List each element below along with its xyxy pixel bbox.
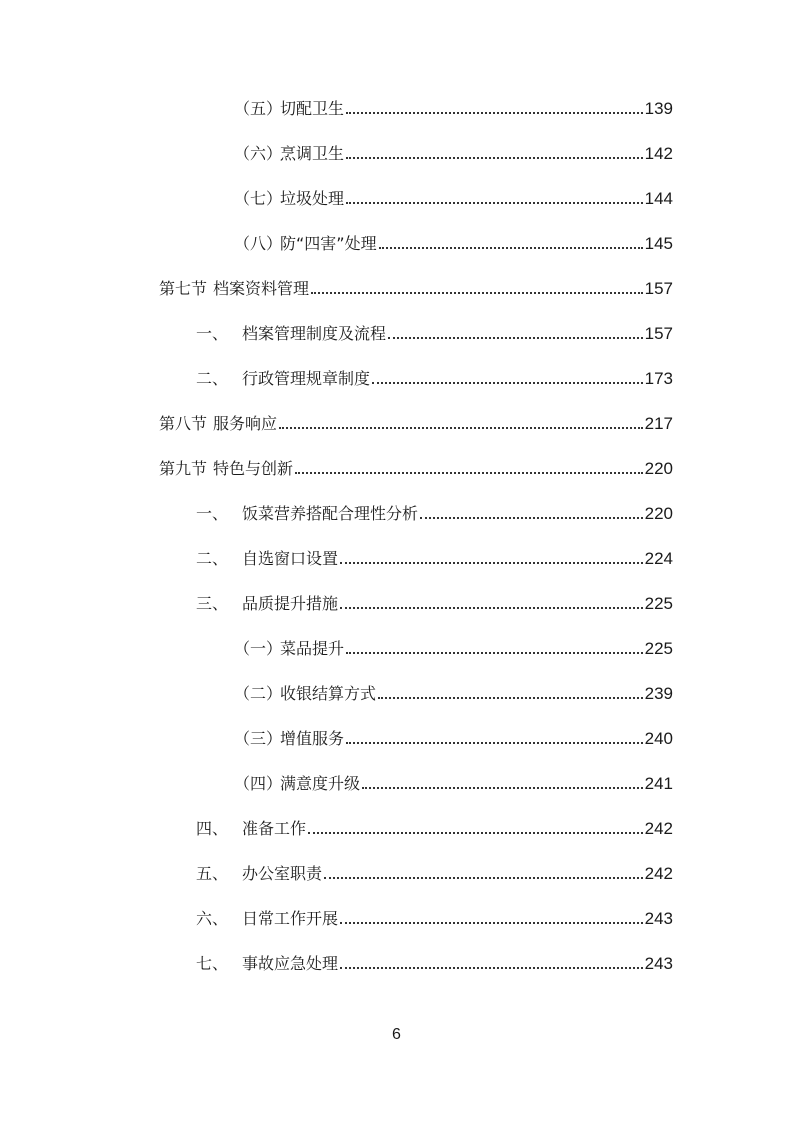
toc-entry-number: （七） [234, 189, 283, 208]
toc-entry-title: 自选窗口设置 [242, 549, 339, 568]
toc-entry-number: （八） [234, 234, 283, 253]
dot-leader [324, 876, 643, 879]
toc-entry-number: 第七节 [159, 279, 208, 298]
toc-entry[interactable] [234, 232, 673, 254]
dot-leader [346, 111, 643, 114]
toc-entry-number: 五、 [196, 864, 229, 883]
toc-entry-title: 切配卫生 [280, 99, 345, 118]
toc-entry[interactable] [234, 682, 673, 704]
toc-entry-title: 办公室职责 [242, 864, 323, 883]
dot-leader [340, 921, 643, 924]
toc-entry-number: 第九节 [159, 459, 208, 478]
toc-entry-page: 242 [644, 819, 673, 838]
toc-entry-page: 139 [644, 99, 673, 118]
toc-entry-title: 档案资料管理 [213, 279, 310, 298]
toc-entry-page: 243 [644, 909, 673, 928]
toc-entry[interactable] [234, 772, 673, 794]
dot-leader [340, 606, 643, 609]
toc-entry-number: 一、 [196, 324, 229, 343]
toc-entry[interactable] [196, 907, 673, 929]
toc-entry-title: 服务响应 [213, 414, 278, 433]
toc-entry-page: 225 [644, 594, 673, 613]
toc-entry-title: 满意度升级 [280, 774, 361, 793]
toc-entry-page: 243 [644, 954, 673, 973]
toc-entry-page: 224 [644, 549, 673, 568]
toc-entry-number: （六） [234, 144, 283, 163]
toc-entry-title: 烹调卫生 [280, 144, 345, 163]
dot-leader [388, 336, 643, 339]
dot-leader [420, 516, 643, 519]
toc-entry-title: 事故应急处理 [242, 954, 339, 973]
toc-entry-number: 一、 [196, 504, 229, 523]
dot-leader [379, 246, 643, 249]
toc-entry[interactable] [159, 412, 673, 434]
toc-entry-page: 225 [644, 639, 673, 658]
toc-entry[interactable] [196, 547, 673, 569]
toc-entry[interactable] [234, 142, 673, 164]
toc-entry[interactable] [234, 637, 673, 659]
toc-entry-title: 增值服务 [280, 729, 345, 748]
dot-leader [346, 651, 643, 654]
toc-entry[interactable] [196, 862, 673, 884]
dot-leader [340, 966, 643, 969]
toc-entry-number: （三） [234, 729, 283, 748]
toc-entry[interactable] [196, 367, 673, 389]
toc-entry-number: 四、 [196, 819, 229, 838]
toc-entry-page: 241 [644, 774, 673, 793]
toc-entry-title: 品质提升措施 [242, 594, 339, 613]
toc-entry[interactable] [234, 727, 673, 749]
dot-leader [362, 786, 643, 789]
toc-entry-number: 七、 [196, 954, 229, 973]
toc-entry-number: 六、 [196, 909, 229, 928]
toc-entry-page: 157 [644, 279, 673, 298]
toc-entry-number: 三、 [196, 594, 229, 613]
toc-entry-page: 145 [644, 234, 673, 253]
toc-entry-title: 菜品提升 [280, 639, 345, 658]
toc-entry-title: 垃圾处理 [280, 189, 345, 208]
toc-entry-title: 特色与创新 [213, 459, 294, 478]
dot-leader [295, 471, 643, 474]
toc-entry-number: （一） [234, 639, 283, 658]
dot-leader [372, 381, 643, 384]
toc-entry-number: （五） [234, 99, 283, 118]
toc-entry-page: 144 [644, 189, 673, 208]
dot-leader [340, 561, 643, 564]
toc-entry[interactable] [196, 952, 673, 974]
toc-entry-page: 220 [644, 504, 673, 523]
dot-leader [378, 696, 643, 699]
dot-leader [346, 741, 643, 744]
toc-entry[interactable] [234, 187, 673, 209]
toc-entry-page: 242 [644, 864, 673, 883]
toc-entry-page: 142 [644, 144, 673, 163]
dot-leader [279, 426, 643, 429]
toc-entry[interactable] [196, 817, 673, 839]
toc-entry-number: （四） [234, 774, 283, 793]
toc-entry-number: （二） [234, 684, 283, 703]
toc-entry-title: 日常工作开展 [242, 909, 339, 928]
toc-entry[interactable] [159, 277, 673, 299]
dot-leader [308, 831, 643, 834]
toc-entry-page: 157 [644, 324, 673, 343]
toc-entry[interactable] [196, 322, 673, 344]
toc-entry-number: 二、 [196, 369, 229, 388]
toc-entry-number: 第八节 [159, 414, 208, 433]
page-number: 6 [392, 1026, 401, 1043]
toc-entry-page: 239 [644, 684, 673, 703]
toc-entry-title: 饭菜营养搭配合理性分析 [242, 504, 419, 523]
toc-entry-title: 档案管理制度及流程 [242, 324, 387, 343]
toc-entry[interactable] [159, 457, 673, 479]
toc-entry-title: 防“四害”处理 [280, 234, 377, 253]
toc-entry[interactable] [234, 97, 673, 119]
toc-entry-title: 行政管理规章制度 [242, 369, 371, 388]
dot-leader [311, 291, 643, 294]
toc-entry-page: 220 [644, 459, 673, 478]
toc-entry-title: 准备工作 [242, 819, 307, 838]
toc-entry-page: 217 [644, 414, 673, 433]
toc-entry-number: 二、 [196, 549, 229, 568]
toc-entry-page: 240 [644, 729, 673, 748]
toc-entry[interactable] [196, 592, 673, 614]
dot-leader [346, 156, 643, 159]
dot-leader [346, 201, 643, 204]
toc-entry-title: 收银结算方式 [280, 684, 377, 703]
toc-entry[interactable] [196, 502, 673, 524]
toc-entry-page: 173 [644, 369, 673, 388]
